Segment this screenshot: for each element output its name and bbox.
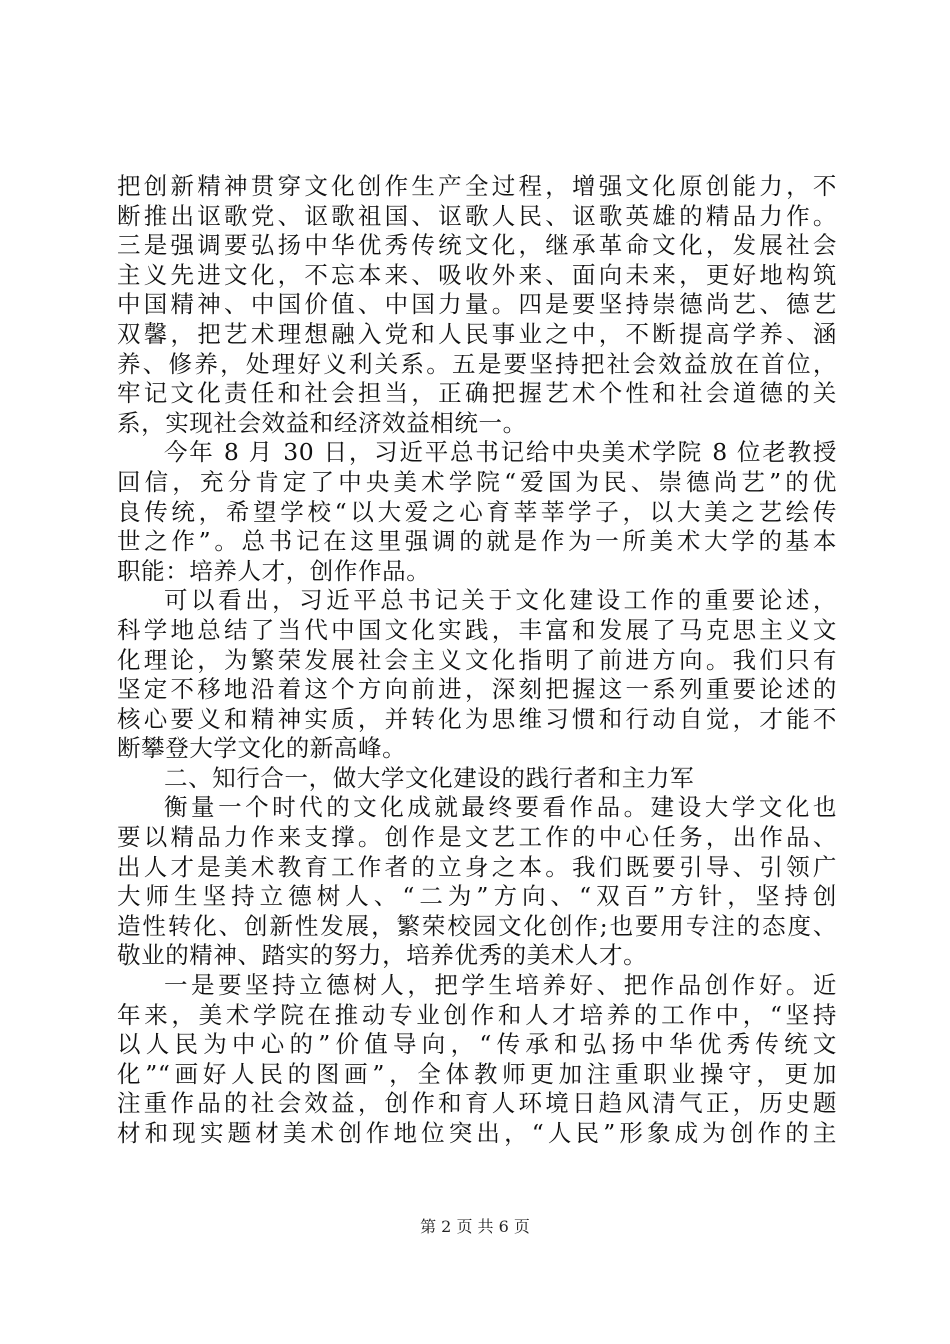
text-line: 出人才是美术教育工作者的立身之本。我们既要引导、引领广 (117, 852, 837, 881)
text-line: 化理论，为繁荣发展社会主义文化指明了前进方向。我们只有 (117, 645, 837, 674)
text-line: 断推出讴歌党、讴歌祖国、讴歌人民、讴歌英雄的精品力作。 (117, 201, 837, 230)
text-line: 要以精品力作来支撑。创作是文艺工作的中心任务，出作品、 (117, 823, 837, 852)
page-footer: 第 2 页 共 6 页 (420, 1217, 530, 1236)
text-line: 坚定不移地沿着这个方向前进，深刻把握这一系列重要论述的 (117, 675, 837, 704)
text-line: 年来，美术学院在推动专业创作和人才培养的工作中，“坚持 (117, 1000, 837, 1029)
text-line: 中国精神、中国价值、中国力量。四是要坚持崇德尚艺、德艺 (117, 290, 837, 319)
text-line: 三是强调要弘扬中华优秀传统文化，继承革命文化，发展社会 (117, 231, 837, 260)
text-line: 造性转化、创新性发展，繁荣校园文化创作;也要用专注的态度、 (117, 911, 837, 940)
text-line: 断攀登大学文化的新高峰。 (117, 734, 407, 763)
body-text (117, 172, 837, 1149)
text-line: 核心要义和精神实质，并转化为思维习惯和行动自觉，才能不 (117, 704, 837, 733)
text-line: 双馨，把艺术理想融入党和人民事业之中，不断提高学养、涵 (117, 319, 837, 348)
text-line: 职能：培养人才，创作作品。 (117, 556, 431, 585)
text-line: 主义先进文化，不忘本来、吸收外来、面向未来，更好地构筑 (117, 260, 837, 289)
text-line: 二、知行合一，做大学文化建设的践行者和主力军 (164, 763, 695, 792)
text-line: 可以看出，习近平总书记关于文化建设工作的重要论述， (164, 586, 837, 615)
text-line: 牢记文化责任和社会担当，正确把握艺术个性和社会道德的关 (117, 379, 837, 408)
text-line: 注重作品的社会效益，创作和育人环境日趋风清气正，历史题 (117, 1089, 837, 1118)
text-line: 以人民为中心的”价值导向，“传承和弘扬中华优秀传统文 (117, 1030, 837, 1059)
text-line: 把创新精神贯穿文化创作生产全过程，增强文化原创能力，不 (117, 172, 837, 200)
text-line: 科学地总结了当代中国文化实践，丰富和发展了马克思主义文 (117, 615, 837, 644)
text-line: 化”“画好人民的图画”，全体教师更加注重职业操守，更加 (117, 1059, 837, 1088)
text-line: 大师生坚持立德树人、“二为”方向、“双百”方针，坚持创 (117, 882, 837, 911)
text-line: 系，实现社会效益和经济效益相统一。 (117, 408, 527, 437)
text-line: 材和现实题材美术创作地位突出，“人民”形象成为创作的主 (117, 1119, 837, 1147)
text-line: 敬业的精神、踏实的努力，培养优秀的美术人才。 (117, 941, 648, 970)
text-line: 养、修养，处理好义利关系。五是要坚持把社会效益放在首位， (117, 349, 837, 378)
text-line: 一是要坚持立德树人，把学生培养好、把作品创作好。近 (164, 971, 837, 1000)
text-line: 衡量一个时代的文化成就最终要看作品。建设大学文化也 (164, 793, 837, 822)
text-line: 回信，充分肯定了中央美术学院“爱国为民、崇德尚艺”的优 (117, 467, 837, 496)
text-line: 世之作”。总书记在这里强调的就是作为一所美术大学的基本 (117, 527, 837, 556)
text-line: 良传统，希望学校“以大爱之心育莘莘学子，以大美之艺绘传 (117, 497, 837, 526)
text-line: 今年 8 月 30 日，习近平总书记给中央美术学院 8 位老教授 (164, 438, 837, 467)
